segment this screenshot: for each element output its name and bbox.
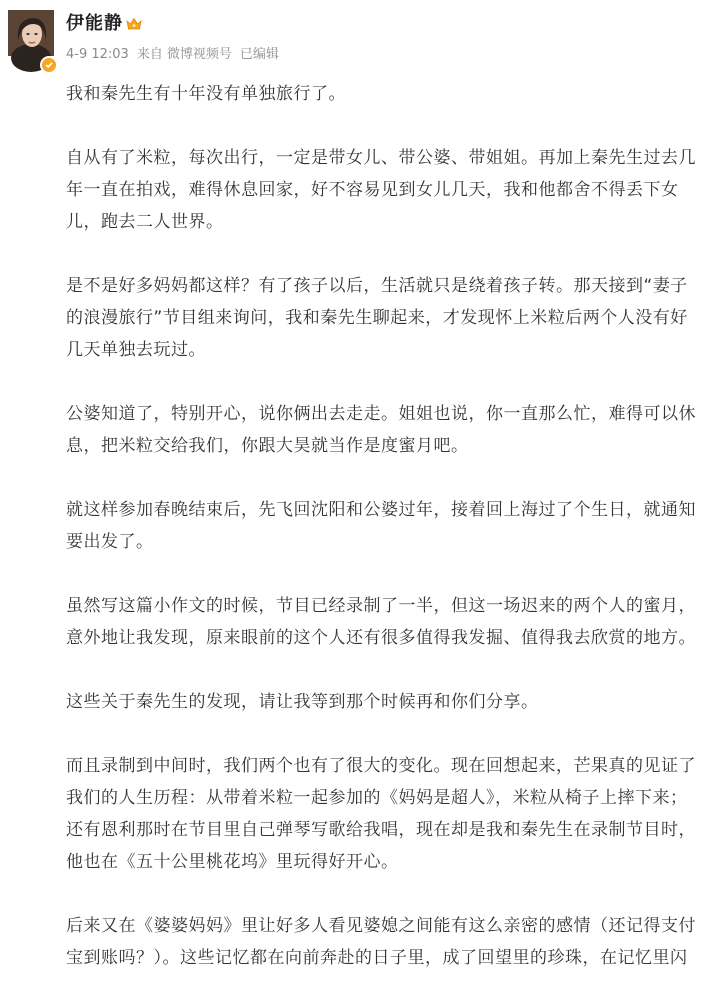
- username[interactable]: 伊能静: [66, 13, 123, 34]
- avatar[interactable]: [8, 10, 54, 56]
- paragraph: 公婆知道了，特别开心，说你俩出去走走。姐姐也说，你一直那么忙，难得可以休 息，把米粒交给我们，你跟大昊就当作是度蜜月吧。: [66, 404, 696, 456]
- paragraph: 是不是好多妈妈都这样？有了孩子以后，生活就只是绕着孩子转。那天接到“妻子 的浪漫旅行”节目组来询问，我和秦先生聊起来，才发现怀上米粒后两个人没有好 几天单独去玩过。: [66, 276, 688, 360]
- source-prefix: 来自: [136, 47, 163, 62]
- edited-label[interactable]: 已编辑: [239, 47, 279, 62]
- crown-icon: [126, 16, 142, 35]
- paragraph: 就这样参加春晚结束后，先飞回沈阳和公婆过年，接着回上海过了个生日，就通知 要出发了。: [66, 500, 696, 552]
- post-source[interactable]: 微博视频号: [166, 47, 232, 62]
- post-time[interactable]: 4-9 12:03: [66, 47, 129, 62]
- paragraph: 这些关于秦先生的发现，请让我等到那个时候再和你们分享。: [66, 692, 539, 712]
- paragraph: 虽然写这篇小作文的时候，节目已经录制了一半，但这一场迟来的两个人的蜜月， 意外地让我发现，原来眼前的这个人还有很多值得我发掘、值得我去欣赏的地方。: [66, 596, 696, 648]
- paragraph: 而且录制到中间时，我们两个也有了很大的变化。现在回想起来，芒果真的见证了 我们的人生历程：从带着米粒一起参加的《妈妈是超人》，米粒从椅子上摔下来； 还有恩利那时在节目里自己弹琴写歌给我唱，现在却是我和秦先生在录制节目时， 他也在《五十公里桃花坞》里玩得好开心。: [66, 756, 696, 872]
- paragraph: 自从有了米粒，每次出行，一定是带女儿、带公婆、带姐姐。再加上秦先生过去几 年一直在拍戏，难得休息回家，好不容易见到女儿几天，我和他都舍不得丢下女 儿，跑去二人世界。: [66, 148, 696, 232]
- verified-badge-icon: [40, 56, 58, 74]
- paragraph: 后来又在《婆婆妈妈》里让好多人看见婆媳之间能有这么亲密的感情（还记得支付 宝到账吗？）。这些记忆都在向前奔赴的日子里，成了回望里的珍珠，在记忆里闪: [66, 916, 696, 968]
- post-meta: [66, 46, 287, 64]
- post-content: [66, 78, 706, 1006]
- paragraph: 我和秦先生有十年没有单独旅行了。: [66, 84, 346, 104]
- avatar-photo: [8, 10, 54, 56]
